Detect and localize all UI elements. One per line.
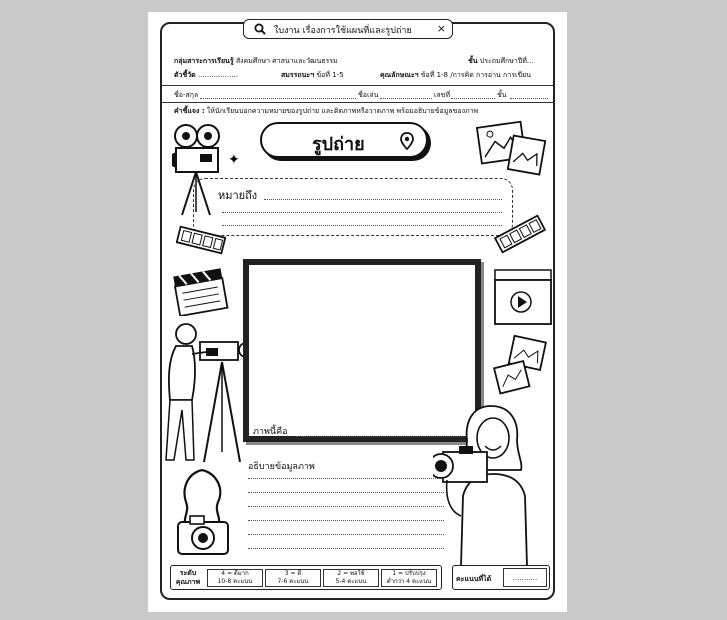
clapperboard-icon	[172, 264, 230, 316]
name-field-label: ชื่อ-สกุล	[174, 91, 199, 99]
worksheet-title: ใบงาน เรื่องการใช้แผนที่และรูปถ่าย	[274, 26, 412, 36]
description-line[interactable]	[248, 534, 444, 535]
meaning-label: หมายถึง	[218, 189, 258, 202]
number-line[interactable]	[451, 98, 495, 99]
score-field[interactable]: ...........	[503, 568, 547, 587]
rubric-level-score: 5-4 คะแนน	[335, 578, 367, 585]
page-title: รูปถ่าย	[312, 134, 365, 155]
photo-caption-label: ภาพนี้คือ	[253, 427, 288, 437]
traits	[380, 70, 531, 81]
indicator	[174, 70, 238, 81]
score-label: คะแนนที่ได้	[456, 575, 492, 583]
rubric-lead: ระดับ คุณภาพ	[175, 569, 201, 586]
rubric-level-score: 7-6 คะแนน	[277, 578, 309, 585]
rubric-level-name: 4 = ดีมาก	[221, 570, 249, 577]
indicator-value: ..................	[197, 71, 239, 79]
rubric-level	[323, 569, 379, 587]
film-strip-icon	[494, 214, 546, 254]
description-label: อธิบายข้อมูลภาพ	[248, 462, 315, 472]
search-icon	[254, 23, 266, 35]
photo-stack-icon	[493, 334, 549, 396]
class-line[interactable]	[510, 98, 548, 99]
rubric-level	[207, 569, 263, 587]
video-player-icon	[491, 268, 553, 330]
nickname-field-label: ชื่อเล่น	[358, 91, 379, 99]
meaning-line[interactable]	[222, 225, 502, 226]
rubric-level-score: 10-8 คะแนน	[217, 578, 253, 585]
camera-icon	[172, 466, 236, 558]
name-line[interactable]	[200, 98, 356, 99]
title-pill	[260, 122, 428, 158]
description-line[interactable]	[248, 492, 444, 493]
rubric-level	[265, 569, 321, 587]
rubric-level-name: 2 = พอใช้	[337, 570, 365, 577]
divider	[162, 85, 554, 86]
photos-icon	[476, 118, 548, 180]
instruction	[174, 106, 478, 117]
description-line[interactable]	[248, 548, 444, 549]
competency	[281, 70, 344, 81]
subject-group-label: กลุ่มสาระการเรียนรู้	[174, 57, 234, 65]
competency-value: ข้อที่ 1-5	[316, 71, 344, 79]
number-field-label: เลขที่	[434, 91, 451, 99]
worksheet-page	[148, 12, 567, 612]
divider	[162, 102, 554, 103]
svg-text:✦: ✦	[228, 152, 240, 168]
indicator-label: ตัวชี้วัด	[174, 71, 196, 79]
description-line[interactable]	[248, 506, 444, 507]
close-icon: ×	[436, 22, 446, 35]
meaning-line[interactable]	[264, 199, 502, 200]
competency-label: สมรรถนะฯ	[281, 71, 315, 79]
rubric-level-name: 1 = ปรับปรุง	[392, 570, 426, 577]
instruction-text: ให้นักเรียนบอกความหมายของรูปถ่าย และติดภาพหรือวาดภาพ พร้อมอธิบายข้อมูลของภาพ	[206, 107, 479, 115]
score-box	[452, 565, 550, 590]
film-strip-icon	[176, 224, 226, 256]
traits-value: ข้อที่ 1-8 /การคิด การอ่าน การเขียน	[420, 71, 532, 79]
location-pin-icon	[400, 132, 414, 150]
rubric-level-score: ต่ำกว่า 4 คะแนน	[386, 578, 432, 585]
class-field-label: ชั้น	[497, 91, 507, 99]
grade-label: ชั้น	[468, 57, 478, 65]
photographer-woman-illustration	[433, 400, 551, 566]
traits-label: คุณลักษณะฯ	[380, 71, 419, 79]
instruction-label: คำชี้แจง :	[174, 107, 205, 115]
subject-group-value: สังคมศึกษา ศาสนาและวัฒนธรรม	[235, 57, 338, 65]
description-line[interactable]	[248, 520, 444, 521]
grade-level	[468, 56, 534, 67]
meaning-line[interactable]	[222, 212, 502, 213]
quality-rubric	[170, 565, 442, 590]
rubric-level	[381, 569, 437, 587]
grade-value: ประถมศึกษาปีที่...	[479, 57, 534, 65]
nickname-line[interactable]	[380, 98, 432, 99]
cameraman-illustration	[162, 320, 254, 472]
worksheet-title-bar	[243, 19, 453, 39]
subject-group	[174, 56, 338, 67]
rubric-level-name: 3 = ดี	[284, 570, 302, 577]
description-line[interactable]	[248, 478, 444, 479]
